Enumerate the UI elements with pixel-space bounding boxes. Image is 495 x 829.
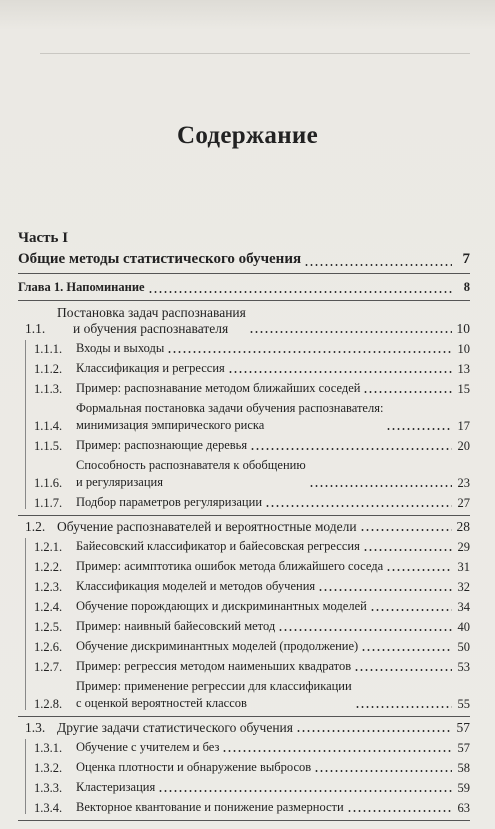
entry-text <box>76 799 454 816</box>
subsection-number: 1.3.1. <box>34 741 63 755</box>
entry-text <box>57 519 454 535</box>
entry-lines <box>76 638 358 655</box>
leader-dots <box>158 783 452 793</box>
entry-page: 29 <box>457 540 470 554</box>
entry-page: 28 <box>456 519 470 534</box>
subsection-entry[interactable] <box>18 638 470 655</box>
entry-text <box>76 380 454 397</box>
leader-dots <box>228 364 452 374</box>
subsection-entry[interactable] <box>18 578 470 595</box>
subsection-entry[interactable] <box>18 494 470 511</box>
entry-text <box>76 558 454 575</box>
subsection-entry[interactable] <box>18 538 470 555</box>
subsection-entry[interactable] <box>18 437 470 454</box>
entry-text <box>76 739 454 756</box>
subsection-entry[interactable] <box>18 658 470 675</box>
leader-dots <box>278 622 452 632</box>
section-rule <box>25 739 26 814</box>
entry-page: 58 <box>457 761 470 775</box>
entry-line: Кластеризация <box>76 780 156 794</box>
entry-text <box>76 678 454 712</box>
entry-lines <box>57 720 293 736</box>
entry-line: с оценкой вероятностей классов <box>76 696 247 710</box>
leader-dots <box>363 384 452 394</box>
entry-lines <box>57 519 357 535</box>
entry-page: 23 <box>457 476 470 490</box>
entry-lines <box>76 340 164 357</box>
entry-text <box>57 720 454 736</box>
section-divider <box>18 515 470 516</box>
leader-dots <box>370 602 452 612</box>
subsection-entry[interactable] <box>18 400 470 434</box>
subsection-number: 1.1.3. <box>34 382 63 396</box>
entry-page: 10 <box>457 342 470 356</box>
part-title-row[interactable] <box>18 248 470 270</box>
chapter-page: 8 <box>463 280 470 294</box>
part-page: 7 <box>462 251 470 267</box>
entry-lines <box>76 538 360 555</box>
entry-lines <box>76 739 219 756</box>
entry-lines <box>76 400 383 434</box>
leader-dots <box>314 763 452 773</box>
entry-line: Пример: распознающие деревья <box>76 438 248 452</box>
section-number: 1.2. <box>25 519 46 534</box>
entry-lines <box>76 759 311 776</box>
subsection-entry[interactable] <box>18 618 470 635</box>
entry-line: Классификация и регрессия <box>76 361 225 375</box>
entry-line: Пример: регрессия методом наименьших квадратов <box>76 659 352 673</box>
entry-page: 15 <box>457 382 470 396</box>
leader-dots <box>361 642 452 652</box>
entry-line: Постановка задач распознавания <box>57 305 246 320</box>
section-divider <box>18 716 470 717</box>
entry-text <box>76 658 454 675</box>
subsection-number: 1.2.2. <box>34 560 63 574</box>
entry-text <box>76 779 454 796</box>
leader-dots <box>386 562 452 572</box>
subsection-number: 1.1.5. <box>34 439 63 453</box>
entry-text <box>76 538 454 555</box>
entry-lines <box>76 360 225 377</box>
chapter-title: Глава 1. Напоминание <box>18 280 145 294</box>
entry-text <box>76 437 454 454</box>
entry-text <box>76 618 454 635</box>
leader-dots <box>363 542 452 552</box>
leader-dots <box>222 743 452 753</box>
part-title: Общие методы статистического обучения <box>18 251 302 267</box>
entry-text <box>76 457 454 491</box>
section-entry[interactable] <box>18 720 470 736</box>
entry-page: 17 <box>457 419 470 433</box>
entry-line: и регуляризация <box>76 475 163 489</box>
header-rule <box>40 53 470 54</box>
entry-line: Пример: наивный байесовский метод <box>76 619 276 633</box>
chapter-rule <box>18 300 470 301</box>
section-block <box>18 305 470 516</box>
entry-line: Классификация моделей и методов обучения <box>76 579 316 593</box>
entry-lines <box>76 558 383 575</box>
entry-line: Обучение с учителем и без <box>76 740 220 754</box>
chapter-row[interactable] <box>18 277 470 297</box>
entry-page: 57 <box>457 741 470 755</box>
leader-dots <box>148 284 452 294</box>
subsection-entry[interactable] <box>18 457 470 491</box>
entry-lines <box>76 494 262 511</box>
entry-lines <box>76 457 306 491</box>
subsection-number: 1.2.7. <box>34 660 63 674</box>
section-list <box>18 305 470 821</box>
part-label: Часть I <box>18 230 69 246</box>
subsection-number: 1.1.4. <box>34 419 63 433</box>
page-title: Содержание <box>176 122 318 149</box>
entry-page: 57 <box>456 720 470 735</box>
entry-line: Пример: применение регрессии для классификации <box>76 679 352 693</box>
leader-dots <box>249 324 452 334</box>
entry-page: 59 <box>457 781 470 795</box>
entry-lines <box>76 437 247 454</box>
subsection-list <box>18 340 470 511</box>
entry-page: 27 <box>457 496 470 510</box>
leader-dots <box>354 662 452 672</box>
leader-dots <box>386 421 452 431</box>
subsection-number: 1.2.1. <box>34 540 63 554</box>
subsection-number: 1.2.8. <box>34 697 63 711</box>
entry-line: Оценка плотности и обнаружение выбросов <box>76 760 312 774</box>
subsection-entry[interactable] <box>18 678 470 712</box>
entry-text <box>76 578 454 595</box>
subsection-entry[interactable] <box>18 558 470 575</box>
leader-dots <box>309 478 452 488</box>
leader-dots <box>296 723 452 733</box>
leader-dots <box>355 699 452 709</box>
entry-lines <box>76 598 367 615</box>
entry-line: Входы и выходы <box>76 341 165 355</box>
section-rule <box>25 340 26 509</box>
entry-line: Обучение дискриминантных моделей (продолжение) <box>76 639 359 653</box>
entry-line: Другие задачи статистического обучения <box>57 720 293 735</box>
subsection-entry[interactable] <box>18 739 470 756</box>
entry-line: Байесовский классификатор и байесовская регрессия <box>76 539 360 553</box>
leader-dots <box>265 498 452 508</box>
subsection-entry[interactable] <box>18 360 470 377</box>
subsection-number: 1.2.5. <box>34 620 63 634</box>
subsection-number: 1.1.2. <box>34 362 63 376</box>
subsection-number: 1.3.4. <box>34 801 63 815</box>
entry-page: 55 <box>457 697 470 711</box>
leader-dots <box>167 344 452 354</box>
entry-text <box>57 305 454 337</box>
entry-page: 10 <box>456 321 470 336</box>
subsection-entry[interactable] <box>18 779 470 796</box>
subsection-entry[interactable] <box>18 598 470 615</box>
subsection-number: 1.3.2. <box>34 761 63 775</box>
entry-page: 31 <box>457 560 470 574</box>
part-rule <box>18 273 470 274</box>
leader-dots <box>347 803 452 813</box>
leader-dots <box>304 257 452 267</box>
entry-lines <box>76 799 344 816</box>
entry-text <box>76 360 454 377</box>
entry-line: Обучение распознавателей и вероятностные модели <box>57 519 357 534</box>
section-number: 1.3. <box>25 720 46 735</box>
leader-dots <box>318 582 452 592</box>
entry-lines <box>76 678 352 712</box>
entry-line: Пример: асимптотика ошибок метода ближайшего соседа <box>76 559 384 573</box>
entry-lines <box>76 779 155 796</box>
section-rule <box>25 538 26 710</box>
entry-line: Способность распознавателя к обобщению <box>76 458 306 472</box>
entry-line: Подбор параметров регуляризации <box>76 495 263 509</box>
bleed-through-header <box>0 36 470 54</box>
entry-text <box>76 598 454 615</box>
subsection-number: 1.1.7. <box>34 496 63 510</box>
leader-dots <box>360 522 452 532</box>
subsection-entry[interactable] <box>18 380 470 397</box>
entry-page: 53 <box>457 660 470 674</box>
subsection-number: 1.2.4. <box>34 600 63 614</box>
subsection-entry[interactable] <box>18 759 470 776</box>
entry-page: 34 <box>457 600 470 614</box>
entry-lines <box>57 305 246 337</box>
leader-dots <box>250 441 452 451</box>
subsection-number: 1.1.6. <box>34 476 63 490</box>
entry-text <box>76 638 454 655</box>
subsection-list <box>18 538 470 712</box>
section-block <box>18 519 470 717</box>
section-entry[interactable] <box>18 519 470 535</box>
entry-line: Векторное квантование и понижение размерности <box>76 800 344 814</box>
entry-line: Обучение порождающих и дискриминантных моделей <box>76 599 367 613</box>
entry-line: Пример: распознавание методом ближайших соседей <box>76 381 361 395</box>
table-of-contents <box>18 228 470 823</box>
section-number: 1.1. <box>25 321 46 336</box>
entry-text <box>76 494 454 511</box>
subsection-entry[interactable] <box>18 799 470 816</box>
entry-line: и обучения распознавателя <box>73 321 229 336</box>
section-entry[interactable] <box>18 305 470 337</box>
subsection-list <box>18 739 470 816</box>
subsection-number: 1.1.1. <box>34 342 63 356</box>
entry-page: 63 <box>457 801 470 815</box>
entry-line: Формальная постановка задачи обучения распознавателя: <box>76 401 384 415</box>
entry-line: минимизация эмпирического риска <box>76 418 265 432</box>
section-block <box>18 720 470 821</box>
entry-lines <box>76 380 360 397</box>
subsection-entry[interactable] <box>18 340 470 357</box>
entry-page: 40 <box>457 620 470 634</box>
entry-page: 32 <box>457 580 470 594</box>
subsection-number: 1.3.3. <box>34 781 63 795</box>
entry-lines <box>76 618 275 635</box>
subsection-number: 1.2.6. <box>34 640 63 654</box>
entry-page: 20 <box>457 439 470 453</box>
entry-page: 50 <box>457 640 470 654</box>
entry-text <box>76 759 454 776</box>
entry-page: 13 <box>457 362 470 376</box>
entry-text <box>76 400 454 434</box>
section-divider <box>18 820 470 821</box>
entry-lines <box>76 578 315 595</box>
entry-text <box>76 340 454 357</box>
entry-lines <box>76 658 351 675</box>
subsection-number: 1.2.3. <box>34 580 63 594</box>
